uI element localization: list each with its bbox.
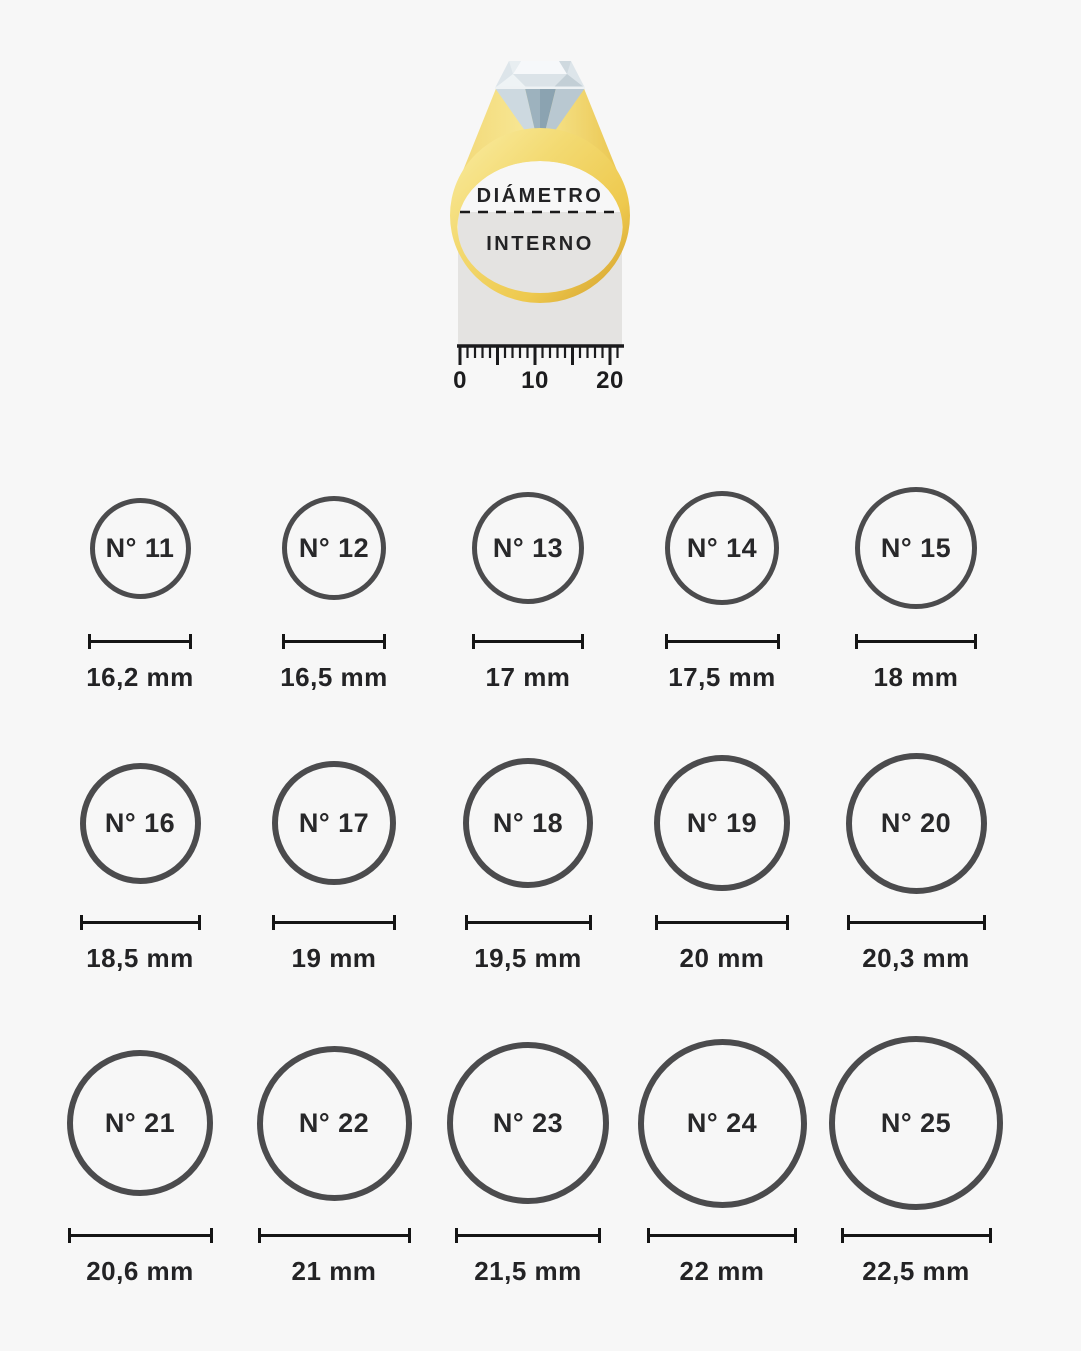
diameter-measure-line: [80, 915, 201, 930]
diameter-value: 22 mm: [679, 1256, 765, 1286]
diameter-value: 21,5 mm: [474, 1256, 582, 1286]
diameter-value: 17 mm: [485, 662, 571, 692]
diameter-measure-line: [282, 634, 386, 649]
diameter-value: 20 mm: [679, 943, 765, 973]
diameter-value: 20,3 mm: [862, 943, 970, 973]
ring-size-circle: [855, 487, 977, 609]
diameter-measure-line: [455, 1228, 601, 1243]
ruler-ticks: [460, 346, 618, 365]
ring-size-circle: [67, 1050, 213, 1196]
ring-size-number: N° 15: [880, 532, 952, 563]
ring-size-item: [625, 1034, 819, 1287]
ring-size-circle: [829, 1036, 1003, 1210]
diameter-measure-line: [647, 1228, 797, 1243]
ring-size-circle: [846, 753, 987, 894]
ring-size-number: N° 25: [880, 1107, 952, 1138]
ring-size-number: N° 17: [298, 807, 370, 838]
diameter-measure-line: [847, 915, 986, 930]
ring-size-item: [819, 747, 1013, 974]
circle-zone: [472, 478, 584, 618]
ruler-label-20: 20: [596, 367, 624, 394]
ring-size-item: [237, 1034, 431, 1287]
ring-size-circle: [447, 1042, 609, 1204]
ring-size-number: N° 22: [298, 1107, 370, 1138]
ring-size-number: N° 23: [492, 1107, 564, 1138]
ring-size-number: N° 14: [686, 532, 758, 563]
ring-size-circle: [472, 492, 584, 604]
ring-size-number: N° 16: [104, 807, 176, 838]
ring-size-circle: [654, 755, 790, 891]
ring-size-circle: [665, 491, 779, 605]
circle-zone: [463, 747, 593, 899]
ring-size-item: [43, 1034, 237, 1287]
ring-size-number: N° 11: [105, 532, 175, 563]
ring-size-circle: [272, 761, 396, 885]
circle-zone: [67, 1034, 213, 1212]
ring-size-number: N° 12: [298, 532, 370, 563]
diameter-label-line2: INTERNO: [486, 233, 594, 255]
ring-size-circle: [90, 498, 191, 599]
ring-size-item: [431, 1034, 625, 1287]
diameter-measure-line: [465, 915, 592, 930]
diameter-measure-line: [88, 634, 192, 649]
ring-size-number: N° 20: [880, 807, 952, 838]
diameter-measure-line: [258, 1228, 411, 1243]
ring-size-item: [237, 478, 431, 693]
ring-size-number: N° 18: [492, 807, 564, 838]
ring-size-number: N° 13: [492, 532, 564, 563]
circle-zone: [257, 1034, 412, 1212]
diameter-value: 18,5 mm: [86, 943, 194, 973]
circle-zone: [665, 478, 779, 618]
diameter-measure-line: [855, 634, 977, 649]
diameter-measure-line: [68, 1228, 213, 1243]
ring-size-circle: [80, 763, 201, 884]
ring-size-item: [431, 747, 625, 974]
circle-zone: [846, 747, 987, 899]
diameter-value: 17,5 mm: [668, 662, 776, 692]
ring-size-item: [431, 478, 625, 693]
diameter-measure-line: [272, 915, 396, 930]
ring-size-number: N° 24: [686, 1107, 758, 1138]
diameter-value: 16,5 mm: [280, 662, 388, 692]
ring-size-circle: [463, 758, 593, 888]
ring-size-item: [819, 478, 1013, 693]
ring-size-item: [625, 478, 819, 693]
diameter-measure-line: [655, 915, 789, 930]
circle-zone: [638, 1034, 807, 1212]
ring-size-number: N° 19: [686, 807, 758, 838]
diameter-measure-line: [841, 1228, 992, 1243]
sizes-row-2: [43, 747, 1013, 974]
circle-zone: [829, 1034, 1003, 1212]
diameter-measure-line: [665, 634, 780, 649]
ring-size-item: [43, 478, 237, 693]
sizes-grid: [43, 478, 1013, 1287]
diameter-value: 20,6 mm: [86, 1256, 194, 1286]
ring-size-circle: [282, 496, 386, 600]
ruler-label-0: 0: [453, 367, 467, 394]
diamond-icon: [495, 61, 585, 89]
circle-zone: [855, 478, 977, 618]
diameter-value: 19,5 mm: [474, 943, 582, 973]
diameter-value: 19 mm: [291, 943, 377, 973]
circle-zone: [447, 1034, 609, 1212]
circle-zone: [654, 747, 790, 899]
ring-diagram-header: [0, 0, 1081, 400]
ring-size-item: [43, 747, 237, 974]
circle-zone: [272, 747, 396, 899]
diameter-value: 22,5 mm: [862, 1256, 970, 1286]
ring-size-item: [237, 747, 431, 974]
diameter-value: 16,2 mm: [86, 662, 194, 692]
ruler-label-10: 10: [521, 367, 549, 394]
sizes-row-1: [43, 478, 1013, 693]
ring-size-number: N° 21: [104, 1107, 176, 1138]
diameter-value: 18 mm: [873, 662, 959, 692]
circle-zone: [282, 478, 386, 618]
circle-zone: [80, 747, 201, 899]
diameter-measure-line: [472, 634, 584, 649]
circle-zone: [90, 478, 191, 618]
ring-size-item: [819, 1034, 1013, 1287]
diameter-label-line1: DIÁMETRO: [476, 185, 604, 207]
ring-size-circle: [257, 1046, 412, 1201]
ring-size-circle: [638, 1039, 807, 1208]
ruler: [453, 346, 624, 394]
ring-illustration: [0, 0, 1081, 400]
sizes-row-3: [43, 1034, 1013, 1287]
diameter-value: 21 mm: [291, 1256, 377, 1286]
ring-size-item: [625, 747, 819, 974]
